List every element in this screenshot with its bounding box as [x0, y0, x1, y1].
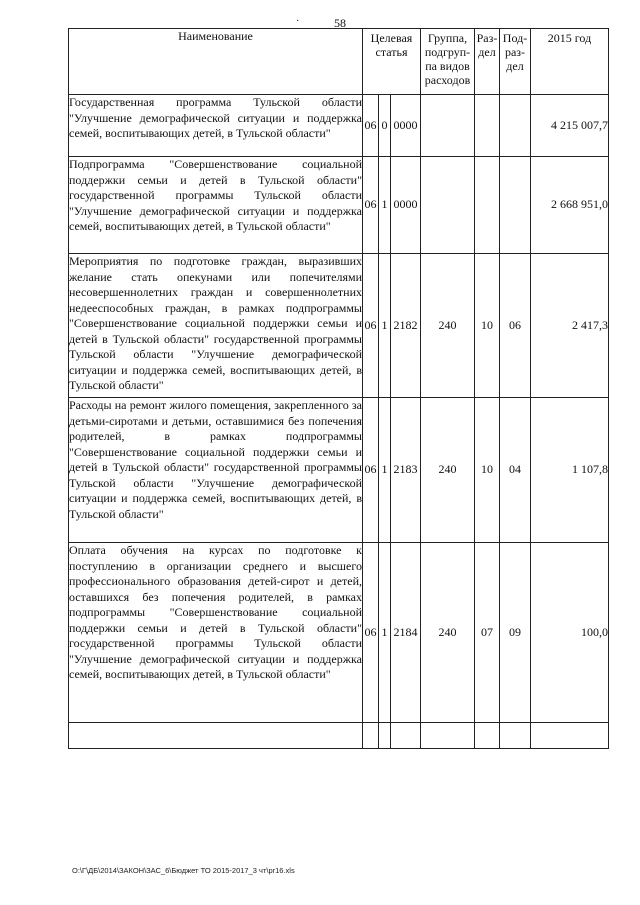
- row-subprogram-code: 0: [379, 95, 391, 157]
- row-subsection: [500, 95, 531, 157]
- header-name: Наименование: [69, 29, 363, 95]
- row-section: 10: [475, 254, 500, 398]
- page-number: 58: [334, 16, 346, 30]
- row-expense-group: [421, 723, 475, 749]
- row-subsection: [500, 157, 531, 254]
- file-path-footer: O:\Г\ДБ\2014\ЗАКОН\ЗАС_6\Бюджет ТО 2015-2017_3 чт\pr16.xls: [72, 866, 295, 875]
- row-expense-group: 240: [421, 398, 475, 543]
- row-subsection: [500, 723, 531, 749]
- row-program-code: 06: [363, 157, 379, 254]
- row-direction-code: 2183: [391, 398, 421, 543]
- row-amount: [531, 723, 609, 749]
- header-target-item: Целевая статья: [363, 29, 421, 95]
- row-section: [475, 95, 500, 157]
- row-expense-group: [421, 157, 475, 254]
- row-direction-code: 2182: [391, 254, 421, 398]
- row-direction-code: 0000: [391, 95, 421, 157]
- table-row: [69, 95, 609, 157]
- header-expense-group: Группа, подгруп-па видов расходов: [421, 29, 475, 95]
- row-section: 07: [475, 543, 500, 723]
- row-name: Мероприятия по подготовке граждан, выразивших желание стать опекунами или попечителями несовершеннолетних граждан и совершеннолетних недееспособных граждан, в рамках подпрограммы "Совершенствование социальной поддержки семьи и детей в Тульской области" государственной программы Тульской области "Улучшение демографической ситуации и поддержка семей, воспитывающих детей, в Тульской области": [69, 254, 363, 398]
- row-amount: 2 668 951,0: [531, 157, 609, 254]
- row-expense-group: 240: [421, 543, 475, 723]
- row-expense-group: [421, 95, 475, 157]
- row-subprogram-code: 1: [379, 398, 391, 543]
- row-amount: 2 417,3: [531, 254, 609, 398]
- table-row: [69, 157, 609, 254]
- row-program-code: 06: [363, 254, 379, 398]
- row-section: [475, 157, 500, 254]
- table-row: [69, 543, 609, 723]
- row-expense-group: 240: [421, 254, 475, 398]
- row-section: [475, 723, 500, 749]
- header-subsection: Под-раз-дел: [500, 29, 531, 95]
- row-direction-code: [391, 723, 421, 749]
- row-program-code: 06: [363, 543, 379, 723]
- row-amount: 1 107,8: [531, 398, 609, 543]
- row-amount: 100,0: [531, 543, 609, 723]
- table-header-row: [69, 29, 609, 95]
- table-row: [69, 398, 609, 543]
- row-amount: 4 215 007,7: [531, 95, 609, 157]
- header-section: Раз-дел: [475, 29, 500, 95]
- budget-table: [68, 28, 609, 749]
- row-program-code: [363, 723, 379, 749]
- row-subsection: 09: [500, 543, 531, 723]
- row-direction-code: 2184: [391, 543, 421, 723]
- row-direction-code: 0000: [391, 157, 421, 254]
- row-subsection: 06: [500, 254, 531, 398]
- row-section: 10: [475, 398, 500, 543]
- row-subprogram-code: 1: [379, 543, 391, 723]
- row-name: Государственная программа Тульской области "Улучшение демографической ситуации и поддержка семей, воспитывающих детей, в Тульской области": [69, 95, 363, 157]
- row-subprogram-code: 1: [379, 254, 391, 398]
- row-name: Оплата обучения на курсах по подготовке к поступлению в организации среднего и высшего профессионального образования детей-сирот и детей, оставшихся без попечения родителей, в рамках подпрограммы "Совершенствование социальной поддержки семьи и детей в Тульской области" государственной программы Тульской области "Улучшение демографической ситуации и поддержка семей, воспитывающих детей, в Тульской области": [69, 543, 363, 723]
- row-program-code: 06: [363, 398, 379, 543]
- table-row: [69, 254, 609, 398]
- header-year: 2015 год: [531, 29, 609, 95]
- row-subprogram-code: [379, 723, 391, 749]
- scan-dot: ·: [296, 16, 300, 27]
- table-row-empty: [69, 723, 609, 749]
- row-name: Расходы на ремонт жилого помещения, закрепленного за детьми-сиротами и детьми, оставшимися без попечения родителей, в рамках подпрограммы "Совершенствование социальной поддержки семьи и детей в Тульской области" государственной программы Тульской области "Улучшение демографической ситуации и поддержка семей, воспитывающих детей, в Тульской области": [69, 398, 363, 543]
- row-program-code: 06: [363, 95, 379, 157]
- row-name: [69, 723, 363, 749]
- row-name: Подпрограмма "Совершенствование социальной поддержки семьи и детей в Тульской области" государственной программы Тульской области "Улучшение демографической ситуации и поддержка семей, воспитывающих детей, в Тульской области": [69, 157, 363, 254]
- row-subprogram-code: 1: [379, 157, 391, 254]
- row-subsection: 04: [500, 398, 531, 543]
